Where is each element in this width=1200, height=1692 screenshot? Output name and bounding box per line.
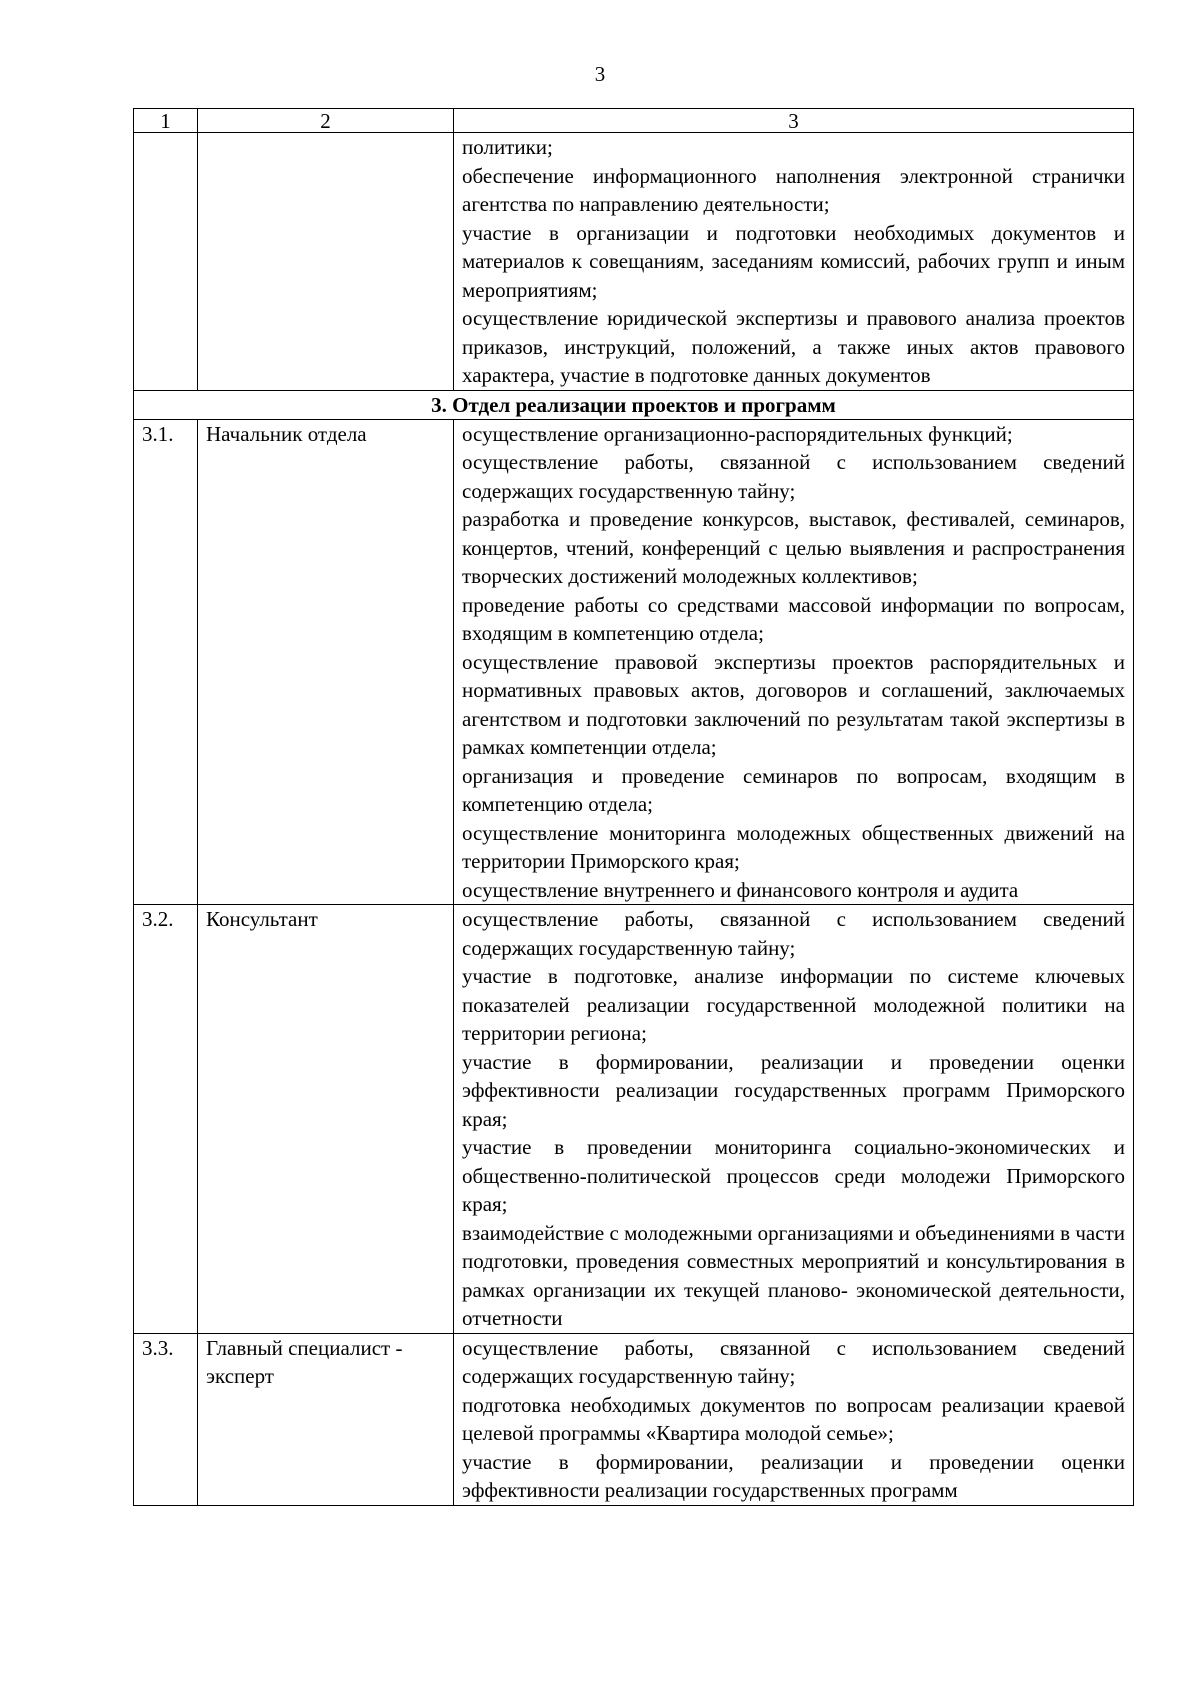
section-title: 3. Отдел реализации проектов и программ bbox=[134, 390, 1134, 419]
duties-cell bbox=[454, 133, 1134, 391]
header-col-3: 3 bbox=[454, 109, 1134, 133]
duty-item: осуществление работы, связанной с использованием сведений содержащих государственную тайну; bbox=[462, 907, 1125, 960]
position-title: Консультант bbox=[198, 905, 454, 1334]
duty-item: осуществление мониторинга молодежных общественных движений на территории Приморского края; bbox=[462, 820, 1125, 873]
duty-item: участие в организации и подготовки необходимых документов и материалов к совещаниям, заседаниям комиссий, рабочих групп и иным мероприятиям; bbox=[462, 220, 1125, 302]
duty-item: участие в проведении мониторинга социально-экономических и общественно-политической процессов среди молодежи Приморского края; bbox=[462, 1135, 1125, 1216]
duties-cell bbox=[454, 905, 1134, 1334]
duty-item: участие в подготовке, анализе информации по системе ключевых показателей реализации государственной молодежной политики на территории региона; bbox=[462, 964, 1125, 1045]
table-header-row bbox=[134, 109, 1134, 133]
duty-item: разработка и проведение конкурсов, выставок, фестивалей, семинаров, концертов, чтений, конференций с целью выявления и распространения творческих достижений молодежных коллективов; bbox=[462, 507, 1125, 588]
duty-item: осуществление работы, связанной с использованием сведений содержащих государственную тайну; bbox=[462, 1335, 1125, 1388]
row-number bbox=[134, 133, 198, 391]
duty-item: осуществление работы, связанной с использованием сведений содержащих государственную тайну; bbox=[462, 450, 1125, 503]
duty-item: осуществление организационно-распорядительных функций; bbox=[462, 421, 1013, 446]
duties-cell bbox=[454, 1333, 1134, 1505]
duty-item: политики; bbox=[462, 135, 553, 159]
duty-item: подготовка необходимых документов по вопросам реализации краевой целевой программы «Квартира молодой семье»; bbox=[462, 1392, 1125, 1445]
duties-cell bbox=[454, 419, 1134, 905]
duty-item: участие в формировании, реализации и проведении оценки эффективности реализации государственных программ Приморского края; bbox=[462, 1049, 1125, 1131]
duty-item: осуществление юридической экспертизы и правового анализа проектов приказов, инструкций, положений, а также иных актов правового характера, участие в подготовке данных документов bbox=[462, 306, 1125, 387]
section-header-row bbox=[134, 390, 1134, 419]
header-col-1: 1 bbox=[134, 109, 198, 133]
duty-item: осуществление правовой экспертизы проектов распорядительных и нормативных правовых актов, договоров и соглашений, заключаемых агентством и подготовки заключений по результатам такой экспертизы в рамках компетенции отдела; bbox=[462, 649, 1125, 759]
duty-item: взаимодействие с молодежными организациями и объединениями в части подготовки, проведения совместных мероприятий и консультирования в рамках организации их текущей планово- экономической деятельности, отчетности bbox=[462, 1220, 1125, 1330]
duty-item: обеспечение информационного наполнения электронной странички агентства по направлению деятельности; bbox=[462, 163, 1125, 216]
duty-item: проведение работы со средствами массовой информации по вопросам, входящим в компетенцию отдела; bbox=[462, 592, 1125, 645]
header-col-2: 2 bbox=[198, 109, 454, 133]
table-row bbox=[134, 905, 1134, 1334]
row-number: 3.1. bbox=[134, 419, 198, 905]
table-row bbox=[134, 419, 1134, 905]
duty-item: участие в формировании, реализации и проведении оценки эффективности реализации государственных программ bbox=[462, 1449, 1125, 1502]
duties-table bbox=[133, 108, 1134, 1506]
position-title: Начальник отдела bbox=[198, 419, 454, 905]
row-number: 3.3. bbox=[134, 1333, 198, 1505]
continuation-row bbox=[134, 133, 1134, 391]
row-number: 3.2. bbox=[134, 905, 198, 1334]
page-number: 3 bbox=[594, 62, 606, 86]
position-title bbox=[198, 133, 454, 391]
table-row bbox=[134, 1333, 1134, 1505]
duty-item: организация и проведение семинаров по вопросам, входящим в компетенцию отдела; bbox=[462, 763, 1125, 816]
duty-item: осуществление внутреннего и финансового контроля и аудита bbox=[462, 877, 1019, 902]
position-title: Главный специалист - эксперт bbox=[198, 1333, 454, 1505]
